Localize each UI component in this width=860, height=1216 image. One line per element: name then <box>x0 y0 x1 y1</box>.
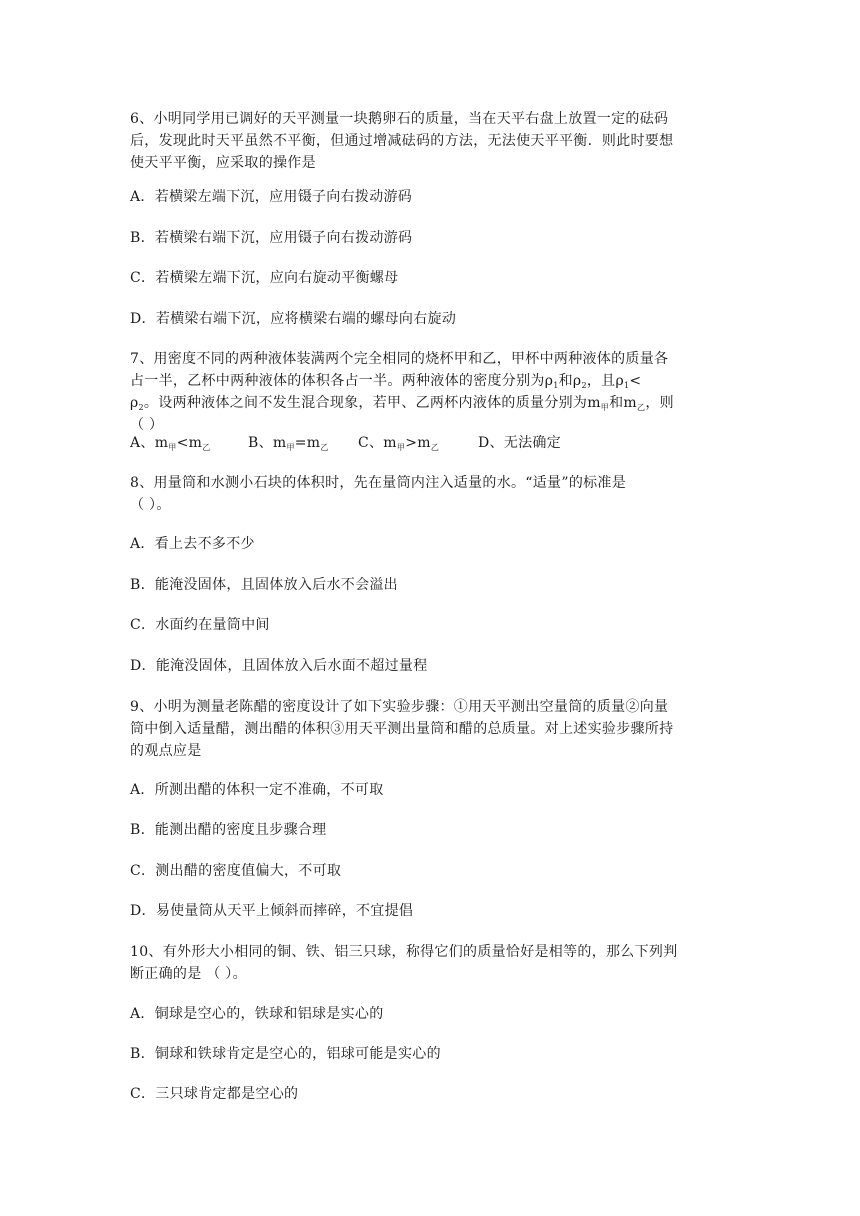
subscript: 乙 <box>202 443 211 452</box>
subscript: 2 <box>138 403 144 412</box>
text-run: B、m <box>248 435 287 451</box>
question-7-option-d: D、无法确定 <box>478 435 562 451</box>
question-text-line <box>130 392 735 414</box>
question-10-option-b: B．铜球和铁球肯定是空心的，铝球可能是实心的 <box>130 1046 441 1062</box>
subscript: 甲 <box>286 443 295 452</box>
text-run: ρ <box>130 395 139 411</box>
answer-blank: （ ）。 <box>130 497 171 513</box>
question-8-stem <box>130 472 735 516</box>
question-6-option-d: D．若横梁右端下沉，应将横梁右端的螺母向右旋动 <box>130 311 457 327</box>
text-run: 占一半，乙杯中两种液体的体积各占一半。两种液体的密度分别为ρ <box>130 373 554 389</box>
question-8-option-b: B．能淹没固体，且固体放入后水不会溢出 <box>130 577 398 593</box>
question-6-option-a: A．若横梁左端下沉，应用镊子向右拨动游码 <box>130 189 413 205</box>
text-run: ，则 <box>645 395 674 411</box>
question-9-stem <box>130 696 735 762</box>
question-text-line <box>130 370 735 392</box>
question-text-line: 10、有外形大小相同的铜、铁、铝三只球，称得它们的质量恰好是相等的，那么下列判 <box>130 944 678 960</box>
question-7-option-c <box>358 432 478 459</box>
text-run: <m <box>176 435 203 451</box>
subscript: 2 <box>581 381 587 390</box>
subscript: 甲 <box>168 443 177 452</box>
text-run: A、m <box>130 435 169 451</box>
question-text-line: 的观点应是 <box>130 743 202 759</box>
question-text-line: 筒中倒入适量醋，测出醋的体积③用天平测出量筒和醋的总质量。对上述实验步骤所持 <box>130 721 674 737</box>
question-7-options <box>130 432 561 459</box>
question-7-stem <box>130 348 735 436</box>
question-text-line: 8、用量筒和水测小石块的体积时，先在量筒内注入适量的水。“适量”的标准是 <box>130 475 627 491</box>
question-6-stem <box>130 108 735 174</box>
question-6-option-c: C．若横梁左端下沉，应向右旋动平衡螺母 <box>130 270 399 286</box>
question-8-option-a: A．看上去不多不少 <box>130 536 255 552</box>
question-10-stem <box>130 941 735 985</box>
subscript: 乙 <box>430 443 440 452</box>
subscript: 1 <box>553 381 559 390</box>
question-text-line: 断正确的是 （ ）。 <box>130 966 247 982</box>
question-9-option-c: C．测出醋的密度值偏大，不可取 <box>130 863 342 879</box>
text-run: >m <box>405 435 431 451</box>
question-text-line: 7、用密度不同的两种液体装满两个完全相同的烧杯甲和乙，甲杯中两种液体的质量各 <box>130 351 669 367</box>
question-text-line: 9、小明为测量老陈醋的密度设计了如下实验步骤：①用天平测出空量筒的质量②向量 <box>130 699 669 715</box>
question-10-option-c: C．三只球肯定都是空心的 <box>130 1086 299 1102</box>
subscript: 甲 <box>396 443 406 452</box>
subscript: 1 <box>624 381 630 390</box>
question-text-line: 后，发现此时天平虽然不平衡，但通过增减砝码的方法，无法使天平平衡．则此时要想 <box>130 133 674 149</box>
text-run: C、m <box>358 435 397 451</box>
text-run: =m <box>294 435 321 451</box>
question-9-option-a: A．所测出醋的体积一定不准确，不可取 <box>130 782 384 798</box>
question-6-option-b: B．若横梁右端下沉，应用镊子向右拨动游码 <box>130 230 413 246</box>
subscript: 甲 <box>600 403 610 412</box>
question-8-option-c: C．水面约在量筒中间 <box>130 617 270 633</box>
text-run: < <box>629 373 642 389</box>
subscript: 乙 <box>637 403 646 412</box>
question-7-option-a <box>130 432 248 459</box>
question-9-option-d: D．易使量筒从天平上倾斜而摔碎，不宜提倡 <box>130 903 414 919</box>
text-run: 。设两种液体之间不发生混合现象，若甲、乙两杯内液体的质量分别为m <box>143 395 601 411</box>
question-8-option-d: D．能淹没固体，且固体放入后水面不超过量程 <box>130 658 428 674</box>
question-7-option-b <box>248 432 358 459</box>
answer-blank: （ ） <box>130 417 164 433</box>
subscript: 乙 <box>320 443 329 452</box>
question-10-option-a: A．铜球是空心的，铁球和铝球是实心的 <box>130 1006 384 1022</box>
text-run: 和ρ <box>558 373 582 389</box>
question-9-option-b: B．能测出醋的密度且步骤合理 <box>130 822 327 838</box>
question-text-line: 6、小明同学用已调好的天平测量一块鹅卵石的质量，当在天平右盘上放置一定的砝码 <box>130 111 669 127</box>
text-run: 和m <box>609 395 637 411</box>
question-text-line: 使天平平衡，应采取的操作是 <box>130 155 316 171</box>
text-run: ，且ρ <box>586 373 624 389</box>
